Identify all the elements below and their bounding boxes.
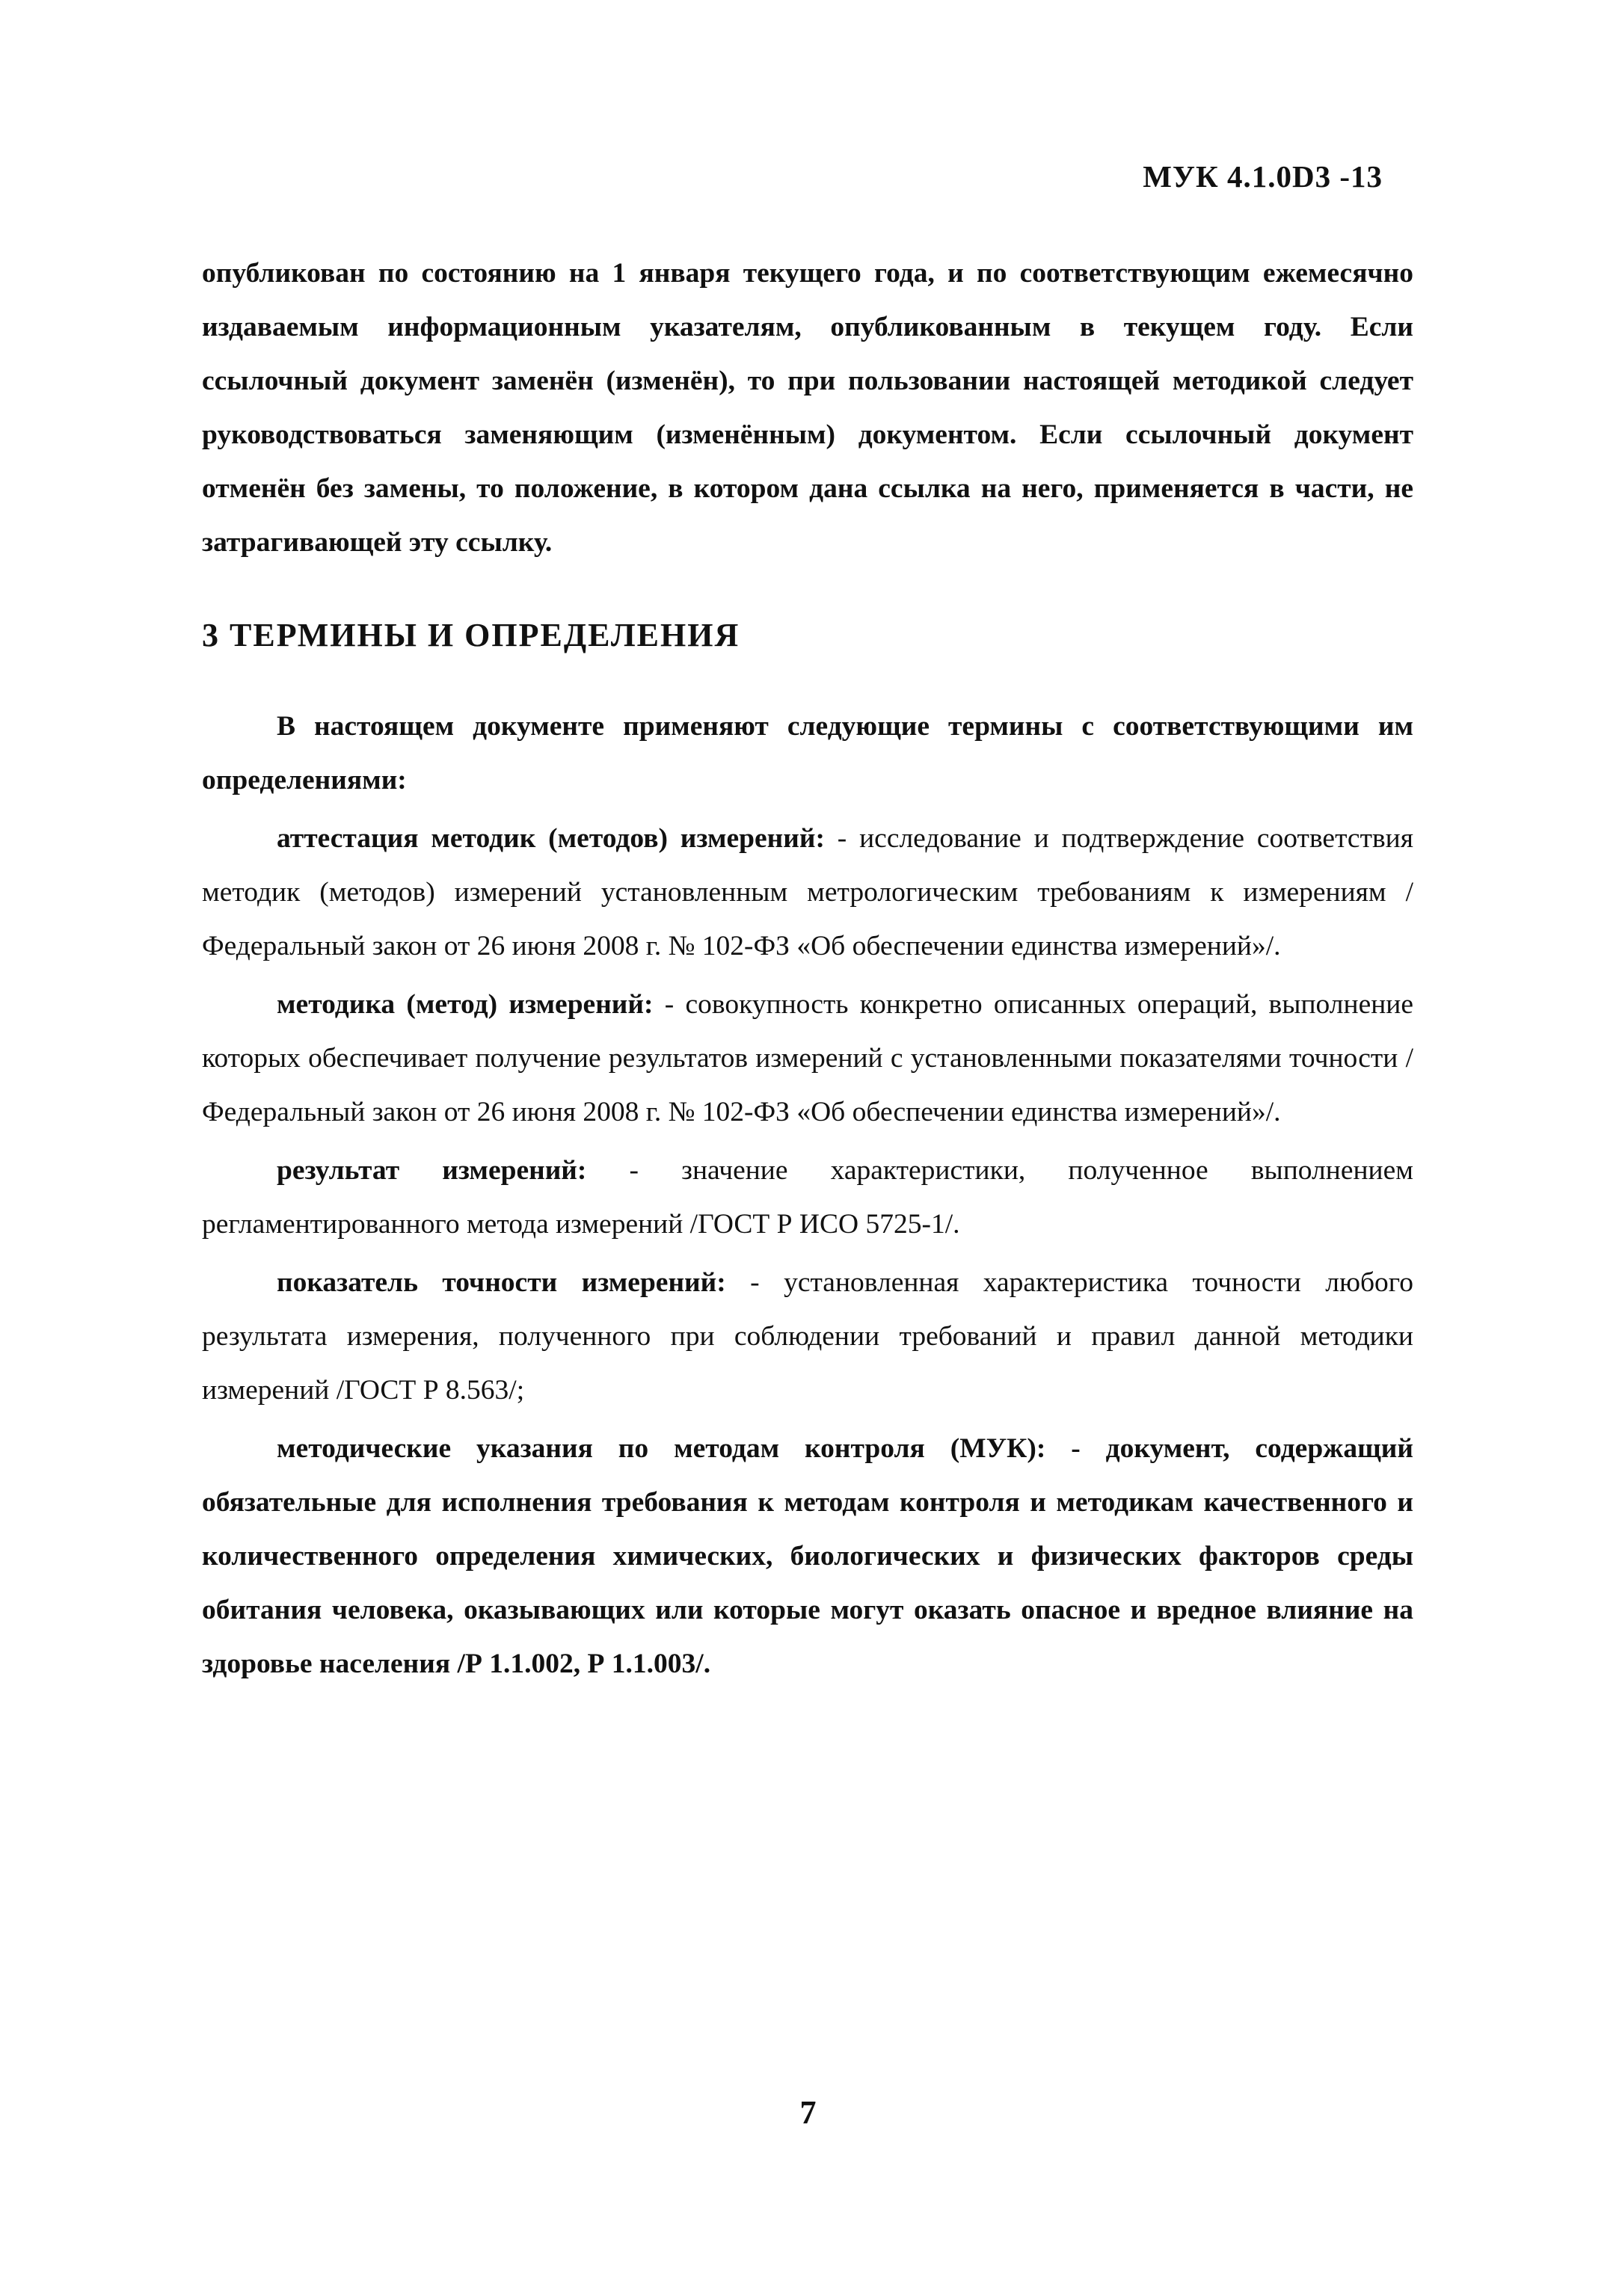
term-name: методика (метод) измерений: <box>277 989 654 1020</box>
term-definition: - установленная характеристика точности любого результата измерения, полученного при соблюдении требований и правил данной методики измерений /ГОСТ Р 8.563/; <box>202 1267 1413 1406</box>
term-definition: - исследование и подтверждение соответствия методик (методов) измерений установленным метрологическим требованиям к измерениям /Федеральный закон от 26 июня 2008 г. № 102-ФЗ «Об обеспечении единства измерений»/. <box>202 823 1413 961</box>
term-paragraph <box>202 1144 1413 1252</box>
term-paragraph <box>202 1422 1413 1691</box>
term-name: методические указания по методам контроля (МУК): <box>277 1433 1046 1464</box>
page-number: 7 <box>799 2094 817 2131</box>
term-paragraph <box>202 812 1413 973</box>
term-definition: - совокупность конкретно описанных операций, выполнение которых обеспечивает получение результатов измерений с установленными показателями точности /Федеральный закон от 26 июня 2008 г. № 102-ФЗ «Об обеспечении единства измерений»/. <box>202 989 1413 1127</box>
term-definition: - документ, содержащий обязательные для исполнения требования к методам контроля и методикам качественного и количественного определения химических, биологических и физических факторов среды обитания человека, оказывающих или которые могут оказать опасное и вредное влияние на здоровье населения /Р 1.1.002, Р 1.1.003/. <box>202 1433 1413 1679</box>
term-name: результат измерений: <box>277 1155 587 1186</box>
intro-paragraph: опубликован по состоянию на 1 января текущего года, и по соответствующим ежемесячно издаваемым информационным указателям, опубликованным в текущем году. Если ссылочный документ заменён (изменён), то при пользовании настоящей методикой следует руководствоваться заменяющим (изменённым) документом. Если ссылочный документ отменён без замены, то положение, в котором дана ссылка на него, применяется в части, не затрагивающей эту ссылку. <box>202 258 1413 558</box>
term-definition: - значение характеристики, полученное выполнением регламентированного метода измерений /ГОСТ Р ИСО 5725-1/. <box>202 1155 1413 1240</box>
section-title: 3 ТЕРМИНЫ И ОПРЕДЕЛЕНИЯ <box>202 617 740 653</box>
term-paragraph <box>202 978 1413 1139</box>
document-code: МУК 4.1.0D3 -13 <box>1143 159 1383 194</box>
section-lead-paragraph: В настоящем документе применяют следующие термины с соответствующими им определениями: <box>202 711 1413 795</box>
term-paragraph <box>202 1256 1413 1418</box>
term-name: показатель точности измерений: <box>277 1267 726 1298</box>
term-name: аттестация методик (методов) измерений: <box>277 823 825 854</box>
page-content <box>202 247 1413 1691</box>
